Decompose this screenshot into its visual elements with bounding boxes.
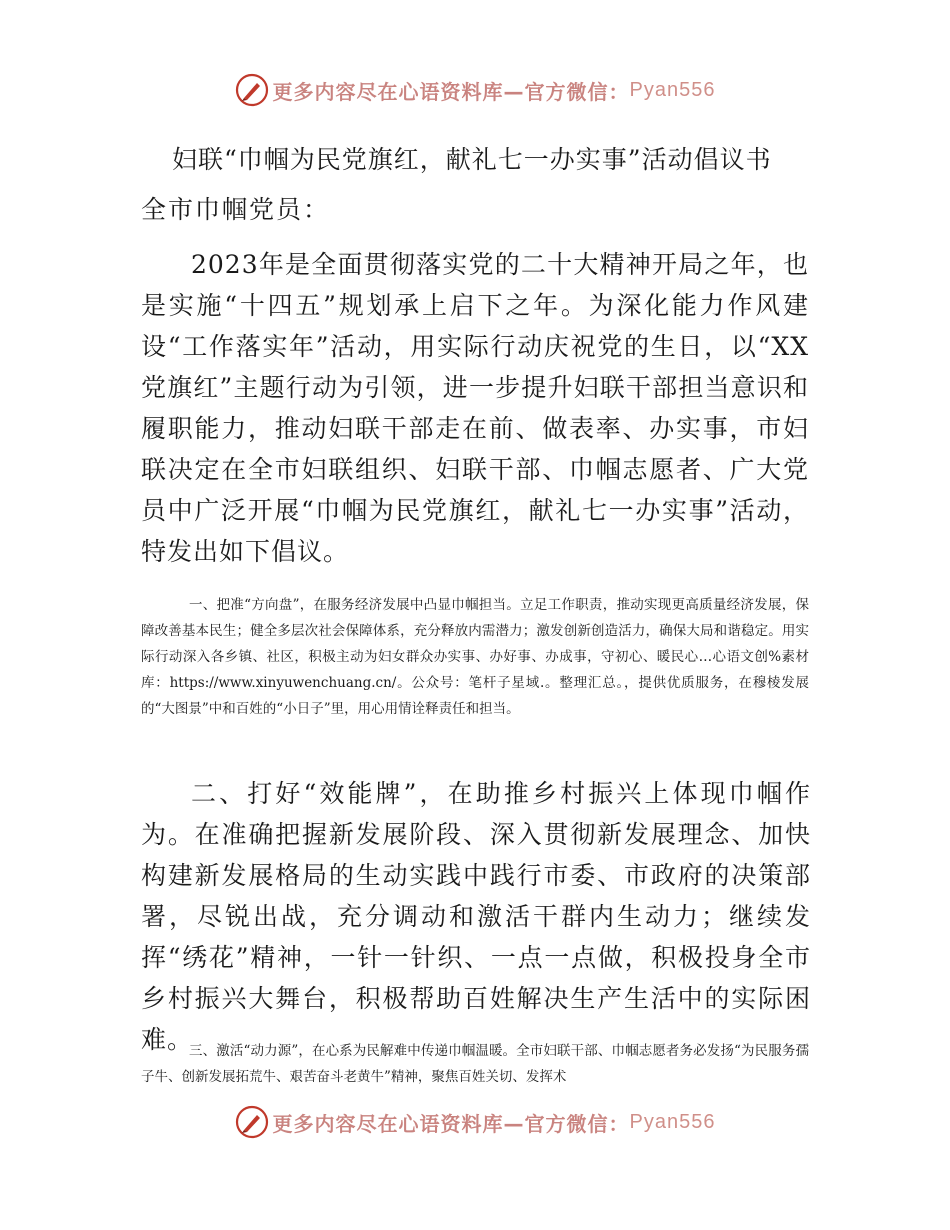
banner-wechat-id: Pyan556 [629,78,716,101]
header-banner [0,70,950,110]
banner-text: 更多内容尽在心语资料库—官方微信： [272,1111,630,1136]
paragraph-intro: 2023年是全面贯彻落实党的二十大精神开局之年，也是实施“十四五”规划承上启下之年。为深化能力作风建设“工作落实年”活动，用实际行动庆祝党的生日，以“XX党旗红”主题行动为引领，进一步提升妇联干部担当意识和履职能力，推动妇联干部走在前、做表率、办实事，市妇联决定在全市妇联组织、妇联干部、巾帼志愿者、广大党员中广泛开展“巾帼为民党旗红，献礼七一办实事”活动，特发出如下倡议。 [141,250,809,566]
salutation: 全市巾帼党员： [141,195,331,224]
paragraph-item-1: 一、把准“方向盘”，在服务经济发展中凸显巾帼担当。立足工作职责，推动实现更高质量经济发展，保障改善基本民生；健全多层次社会保障体系，充分释放内需潜力；激发创新创造活力，确保大局和谐稳定。用实际行动深入各乡镇、社区，积极主动为妇女群众办实事、办好事、办成事，守初心、暖民心…心语文创%素材库：https://www.xinyuwenchuang.cn/。公众号：笔杆子星域.。整理汇总。，提供优质服务，在穆棱发展的“大图景”中和百姓的“小日子”里，用心用情诠释责任和担当。 [141,597,809,717]
banner-wechat-id: Pyan556 [629,1110,716,1133]
banner-text: 更多内容尽在心语资料库—官方微信： [272,79,630,104]
paragraph-item-2: 二、打好“效能牌”，在助推乡村振兴上体现巾帼作为。在准确把握新发展阶段、深入贯彻新发展理念、加快构建新发展格局的生动实践中践行市委、市政府的决策部署，尽锐出战，充分调动和激活干群内生动力；继续发挥“绣花”精神，一针一针织、一点一点做，积极投身全市乡村振兴大舞台，积极帮助百姓解决生产生活中的实际困难。 [141,779,811,1054]
pen-logo-icon [235,73,269,107]
pen-logo-icon [235,1105,269,1139]
footer-banner [0,1102,950,1142]
document-title: 妇联“巾帼为民党旗红，献礼七一办实事”活动倡议书 [172,145,772,174]
paragraph-item-3: 三、激活“动力源”，在心系为民解难中传递巾帼温暖。全市妇联干部、巾帼志愿者务必发扬“为民服务孺子牛、创新发展拓荒牛、艰苦奋斗老黄牛”精神，聚焦百姓关切、发挥术 [141,1043,809,1085]
